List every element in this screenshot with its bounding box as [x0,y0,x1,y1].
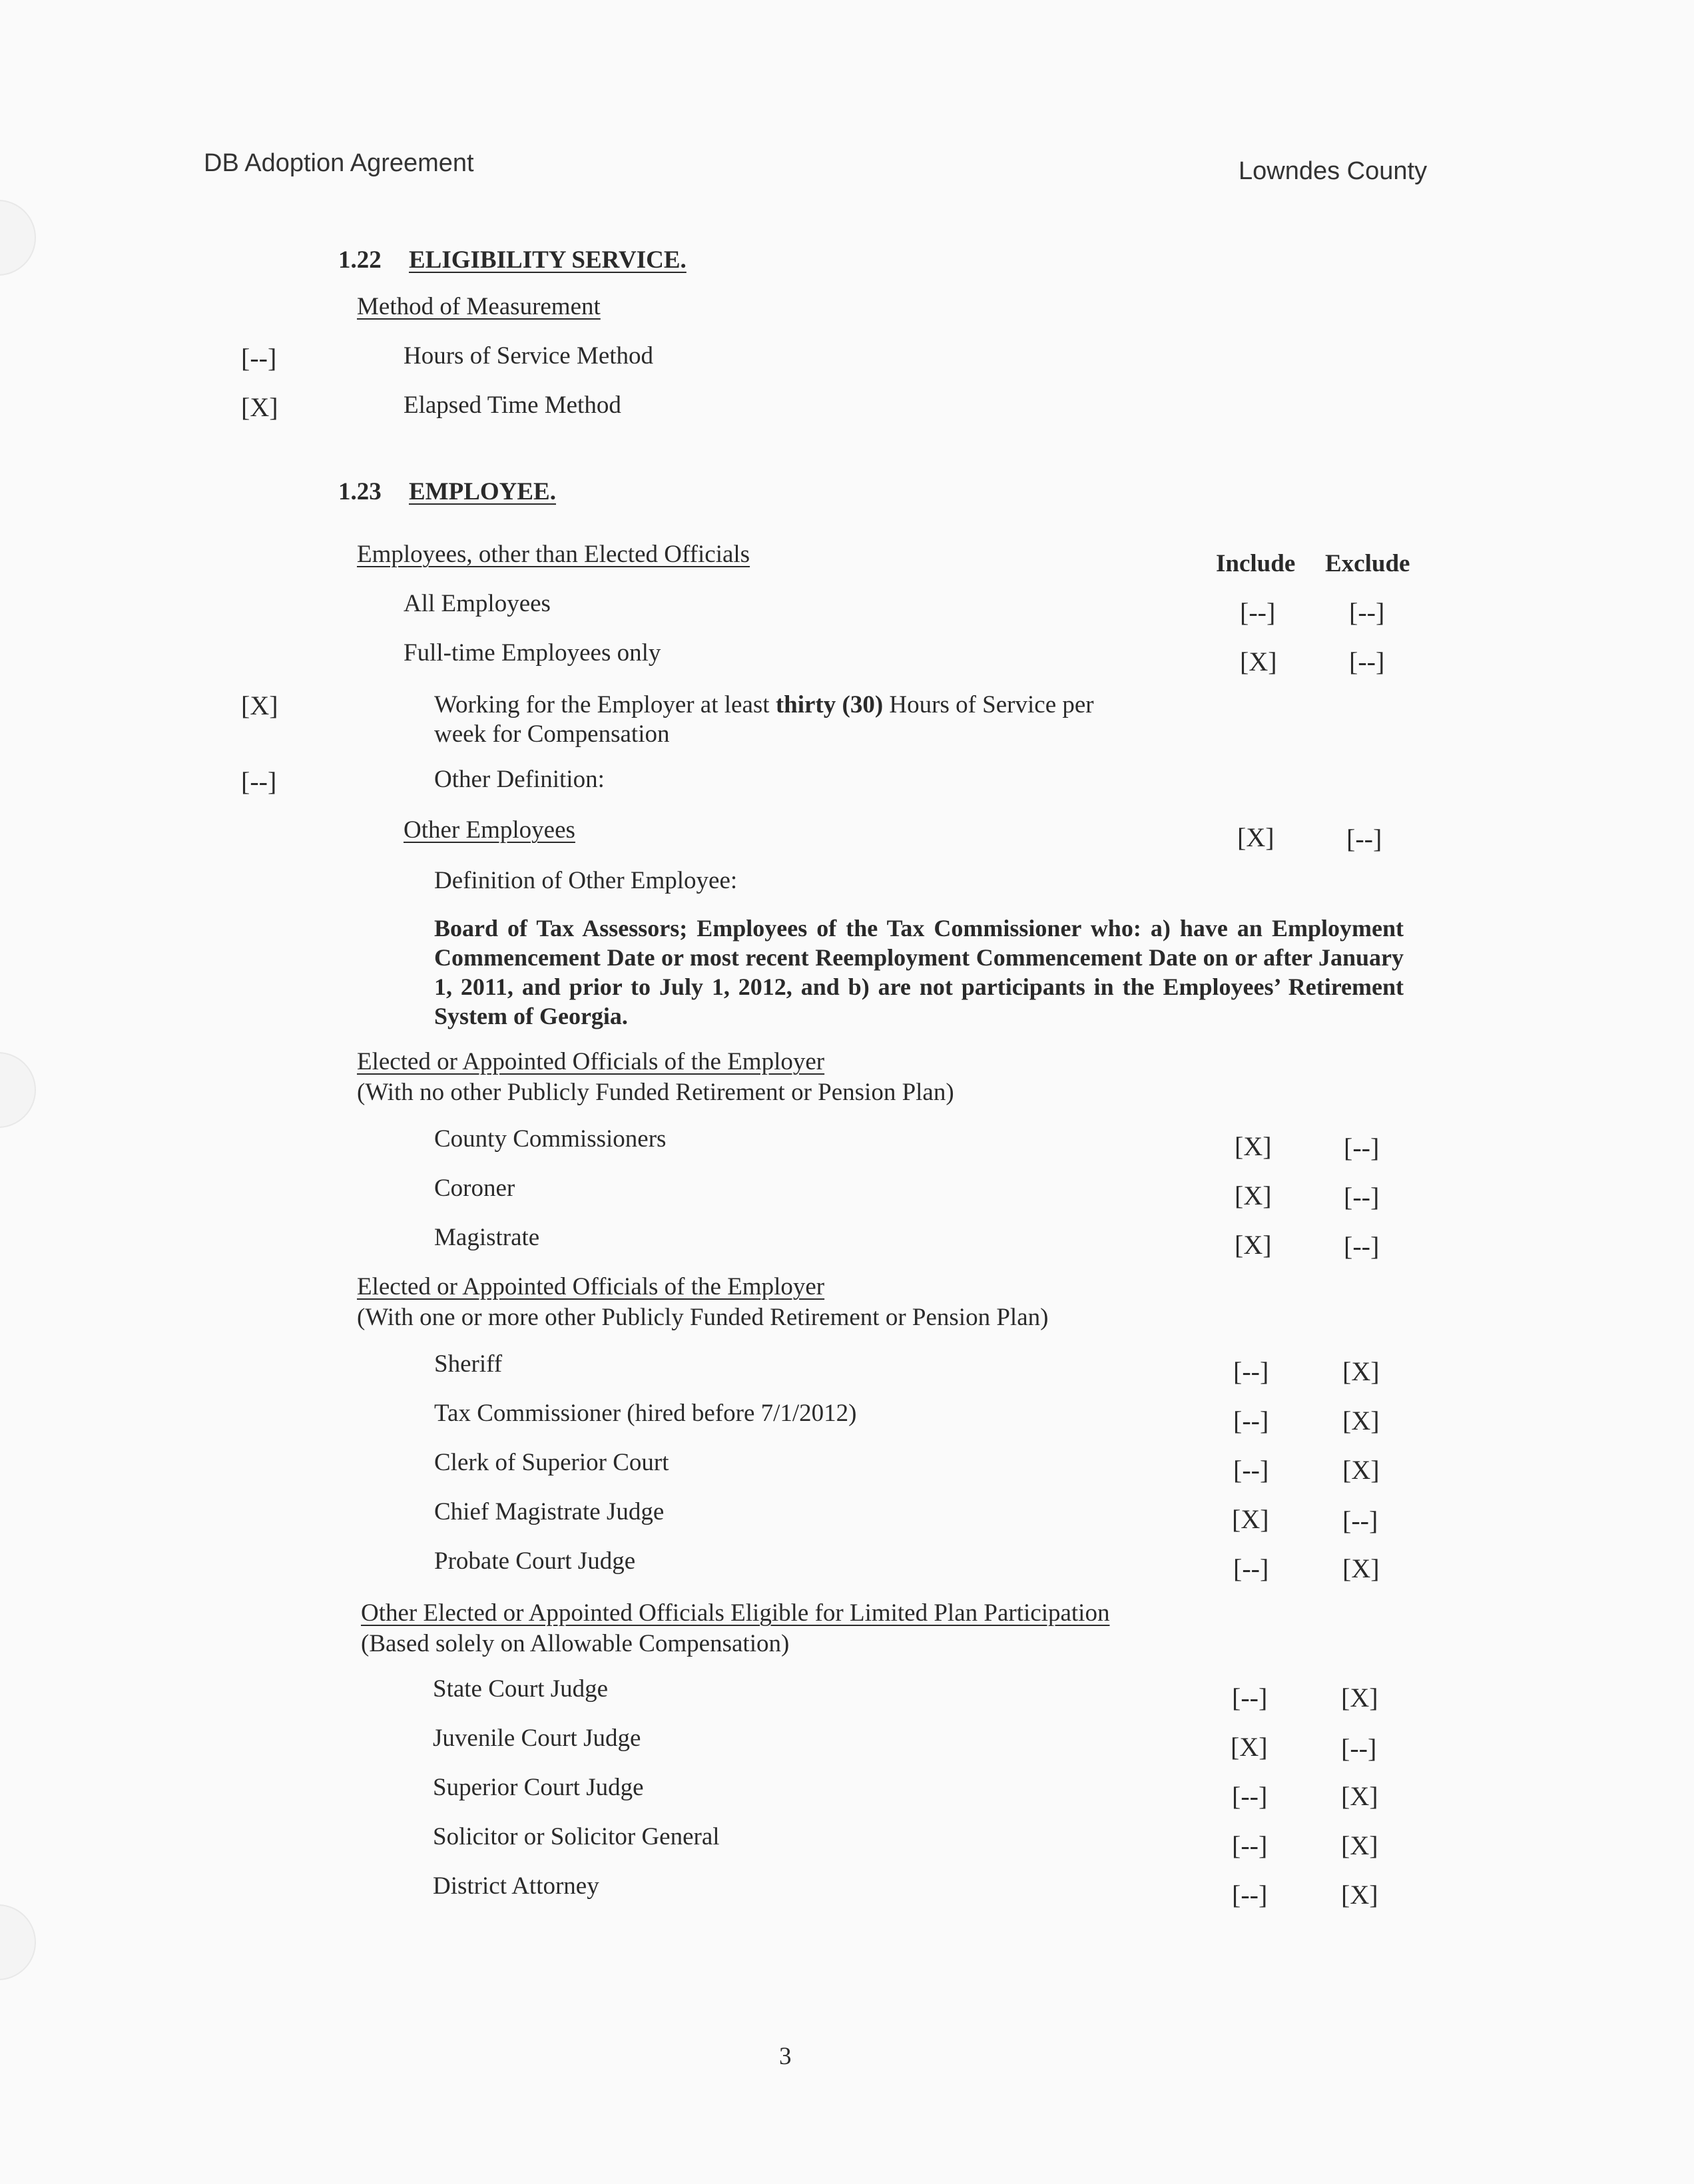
include-checkbox[interactable]: [--] [1232,1683,1268,1713]
include-checkbox[interactable]: [X] [1240,647,1277,677]
row-label: Coroner [434,1175,515,1202]
column-header-exclude: Exclude [1325,550,1410,577]
exclude-checkbox[interactable]: [X] [1341,1830,1378,1860]
group-subtitle: (With one or more other Publicly Funded Retirement or Pension Plan) [357,1304,1049,1331]
definition-text: Board of Tax Assessors; Employees of the Tax Commissioner who: a) have an Employment Commencement Date or most recent Reemployment Commencement Date on or after January 1, 2011, and prior to July 1, 2012, and b) are not participants in the Employees’ Retirement System of Georgia. [434,915,1404,1029]
subheading: Employees, other than Elected Officials [357,541,750,568]
group-subtitle: (Based solely on Allowable Compensation) [361,1630,790,1657]
include-checkbox[interactable]: [--] [1232,1880,1268,1910]
punch-hole-bottom [0,1904,36,1980]
punch-hole-middle [0,1052,36,1128]
section-number: 1.23 [338,478,382,505]
include-checkbox[interactable]: [X] [1235,1230,1272,1260]
include-checkbox[interactable]: [X] [1235,1181,1272,1211]
include-checkbox[interactable]: [--] [1232,1781,1268,1811]
row-label: County Commissioners [434,1125,667,1153]
exclude-checkbox[interactable]: [--] [1344,1133,1380,1163]
exclude-checkbox[interactable]: [X] [1342,1406,1380,1436]
option-label: Elapsed Time Method [404,392,621,419]
row-label: All Employees [404,590,551,617]
section-number: 1.22 [338,246,382,274]
row-label: Probate Court Judge [434,1547,636,1575]
option-text-line2: week for Compensation [434,720,670,748]
checkbox-elapsed-time[interactable]: [X] [241,392,278,422]
exclude-checkbox[interactable]: [--] [1341,1733,1377,1763]
section-title: EMPLOYEE. [409,478,556,505]
row-label: Chief Magistrate Judge [434,1498,665,1525]
group-title: Elected or Appointed Officials of the Employer [357,1273,825,1300]
column-header-include: Include [1216,550,1296,577]
include-checkbox[interactable]: [X] [1231,1732,1268,1762]
exclude-checkbox[interactable]: [--] [1342,1505,1378,1535]
group-title: Other Elected or Appointed Officials Eligible for Limited Plan Participation [361,1599,1110,1627]
exclude-checkbox[interactable]: [--] [1344,1231,1380,1261]
exclude-checkbox[interactable]: [--] [1344,1182,1380,1212]
header-title: DB Adoption Agreement [204,149,474,177]
include-checkbox[interactable]: [X] [1237,822,1274,852]
exclude-checkbox[interactable]: [X] [1341,1683,1378,1713]
row-label: Sheriff [434,1350,503,1378]
checkbox-other-definition[interactable]: [--] [241,766,277,796]
include-checkbox[interactable]: [--] [1240,597,1276,627]
include-checkbox[interactable]: [--] [1232,1830,1268,1860]
include-checkbox[interactable]: [X] [1232,1504,1269,1534]
header-county: Lowndes County [1239,157,1428,185]
include-checkbox[interactable]: [--] [1233,1406,1269,1436]
exclude-checkbox[interactable]: [X] [1341,1880,1378,1910]
row-label: Magistrate [434,1224,540,1251]
group-title: Elected or Appointed Officials of the Employer [357,1048,825,1075]
row-label: Other Employees [404,816,575,844]
include-checkbox[interactable]: [--] [1233,1356,1269,1386]
row-label: Superior Court Judge [433,1774,644,1801]
option-label: Hours of Service Method [404,342,654,370]
row-label: Full-time Employees only [404,639,661,667]
group-subtitle: (With no other Publicly Funded Retirement or Pension Plan) [357,1079,954,1106]
option-text: Working for the Employer at least thirty (30) Hours of Service per [434,691,1094,718]
exclude-checkbox[interactable]: [--] [1346,824,1382,854]
exclude-checkbox[interactable]: [X] [1341,1781,1378,1811]
checkbox-thirty-hours[interactable]: [X] [241,690,278,720]
exclude-checkbox[interactable]: [X] [1342,1553,1380,1583]
punch-hole-top [0,200,36,276]
section-title: ELIGIBILITY SERVICE. [409,246,687,274]
exclude-checkbox[interactable]: [--] [1349,647,1385,677]
exclude-checkbox[interactable]: [X] [1342,1356,1380,1386]
row-label: Clerk of Superior Court [434,1449,669,1476]
definition-label: Definition of Other Employee: [434,867,738,894]
row-label: Tax Commissioner (hired before 7/1/2012) [434,1400,857,1427]
exclude-checkbox[interactable]: [X] [1342,1455,1380,1485]
row-label: Solicitor or Solicitor General [433,1823,720,1850]
include-checkbox[interactable]: [X] [1235,1131,1272,1161]
row-label: State Court Judge [433,1675,609,1703]
checkbox-hours-of-service[interactable]: [--] [241,343,277,373]
option-label: Other Definition: [434,766,605,793]
include-checkbox[interactable]: [--] [1233,1455,1269,1485]
exclude-checkbox[interactable]: [--] [1349,597,1385,627]
page-number: 3 [779,2043,792,2070]
row-label: District Attorney [433,1872,599,1900]
row-label: Juvenile Court Judge [433,1725,641,1752]
subheading: Method of Measurement [357,293,601,320]
include-checkbox[interactable]: [--] [1233,1553,1269,1583]
